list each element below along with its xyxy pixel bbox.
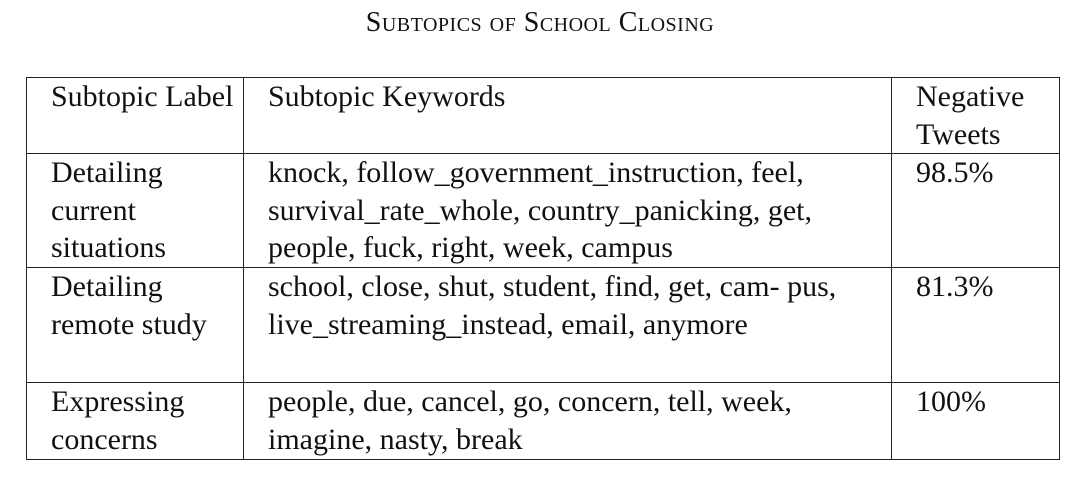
row-keywords: knock, follow_government_instruction, feel, survival_rate_whole, country_panicking, get, people, fuck, right, week, campus (244, 154, 892, 268)
header-subtopic-keywords: Subtopic Keywords (244, 78, 892, 154)
row-keywords: school, close, shut, student, find, get, cam- pus, live_streaming_instead, email, anymore (244, 268, 892, 383)
table-row (27, 268, 1060, 383)
table-row (27, 383, 1060, 460)
row-negative-percent: 81.3% (892, 268, 1060, 383)
table-header-row (27, 78, 1060, 154)
row-keywords: people, due, cancel, go, concern, tell, week, imagine, nasty, break (244, 383, 892, 460)
row-label: Expressing concerns (27, 383, 244, 460)
row-label: Detailing current situations (27, 154, 244, 268)
header-negative-tweets: Negative Tweets (892, 78, 1060, 154)
row-negative-percent: 100% (892, 383, 1060, 460)
table-caption: Subtopics of School Closing (365, 7, 715, 38)
row-negative-percent: 98.5% (892, 154, 1060, 268)
table-row (27, 154, 1060, 268)
header-subtopic-label: Subtopic Label (27, 78, 244, 154)
row-label: Detailing remote study (27, 268, 244, 383)
subtopics-table (26, 77, 1060, 460)
